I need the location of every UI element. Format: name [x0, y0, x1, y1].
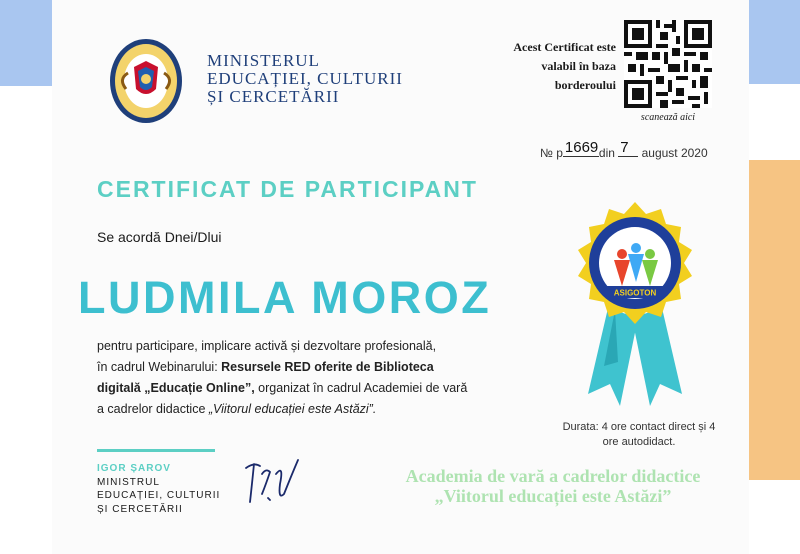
qr-code-icon[interactable] — [624, 20, 712, 108]
signer-role-1: MINISTRUL — [97, 476, 160, 488]
academy-footer — [398, 466, 708, 506]
signer-role-2: EDUCAȚIEI, CULTURII — [97, 490, 221, 501]
academy-line-1: Academia de vară a cadrelor didactice — [405, 466, 701, 486]
signer-divider — [97, 449, 215, 452]
validity-note — [488, 38, 616, 95]
right-orange-band — [749, 160, 800, 480]
body-line-2-lead: în cadrul Webinarului: — [97, 360, 222, 374]
ministry-line-1: MINISTERUL — [207, 51, 320, 70]
academy-line-2: „Viitorul educației este Astăzi” — [434, 486, 672, 506]
award-line: Se acordă Dnei/Dlui — [97, 229, 222, 245]
award-rosette-badge-icon — [560, 198, 710, 420]
ministry-name — [207, 52, 403, 106]
body-line-3-tail: organizat în cadrul Academiei de vară — [254, 381, 468, 395]
recipient-name: LUDMILA MOROZ — [78, 272, 492, 323]
moldova-coat-of-arms-seal — [108, 37, 184, 125]
registration-line — [540, 139, 708, 160]
body-line-1: pentru participare, implicare activă și dezvoltare profesională, — [97, 339, 437, 353]
registration-prefix: № p — [540, 146, 563, 160]
ministry-line-3: ȘI CERCETĂRII — [207, 87, 340, 106]
duration-line-1: Durata: 4 ore contact direct și 4 — [562, 421, 716, 433]
certificate-title: CERTIFICAT DE PARTICIPANT — [97, 176, 478, 202]
webinar-title-part-2: digitală „Educație Online”, — [97, 381, 255, 395]
left-blue-band — [0, 0, 52, 86]
scan-label: scanează aici — [640, 112, 696, 123]
body-line-2 — [97, 357, 467, 378]
registration-day: 7 — [620, 139, 629, 156]
validity-line-1: Acest Certificat este — [513, 40, 616, 54]
signer-role-3: ȘI CERCETĂRII — [97, 503, 183, 515]
certificate-body — [97, 336, 467, 420]
signer-block — [97, 462, 220, 516]
body-line-3 — [97, 378, 467, 399]
registration-number: 1669 — [564, 139, 599, 156]
ministry-line-2: EDUCAȚIEI, CULTURII — [207, 69, 403, 88]
validity-line-3: borderoului — [554, 78, 616, 92]
body-line-4-lead: a cadrelor didactice — [97, 402, 209, 416]
registration-month-year: august 2020 — [641, 146, 708, 160]
duration-line-2: ore autodidact. — [602, 436, 676, 448]
academy-motto: „Viitorul educației este Astăzi”. — [208, 402, 377, 416]
webinar-title-part-1: Resursele RED oferite de Biblioteca — [221, 360, 434, 374]
signer-name: IGOR ȘAROV — [97, 463, 171, 474]
duration-note — [556, 420, 722, 450]
validity-line-2: valabil în baza — [541, 59, 616, 73]
body-line-4 — [97, 399, 467, 420]
registration-din: din — [598, 146, 615, 160]
right-blue-band — [749, 0, 800, 84]
handwritten-signature-icon — [240, 454, 312, 512]
badge-label: ASIGOTON — [613, 288, 657, 298]
